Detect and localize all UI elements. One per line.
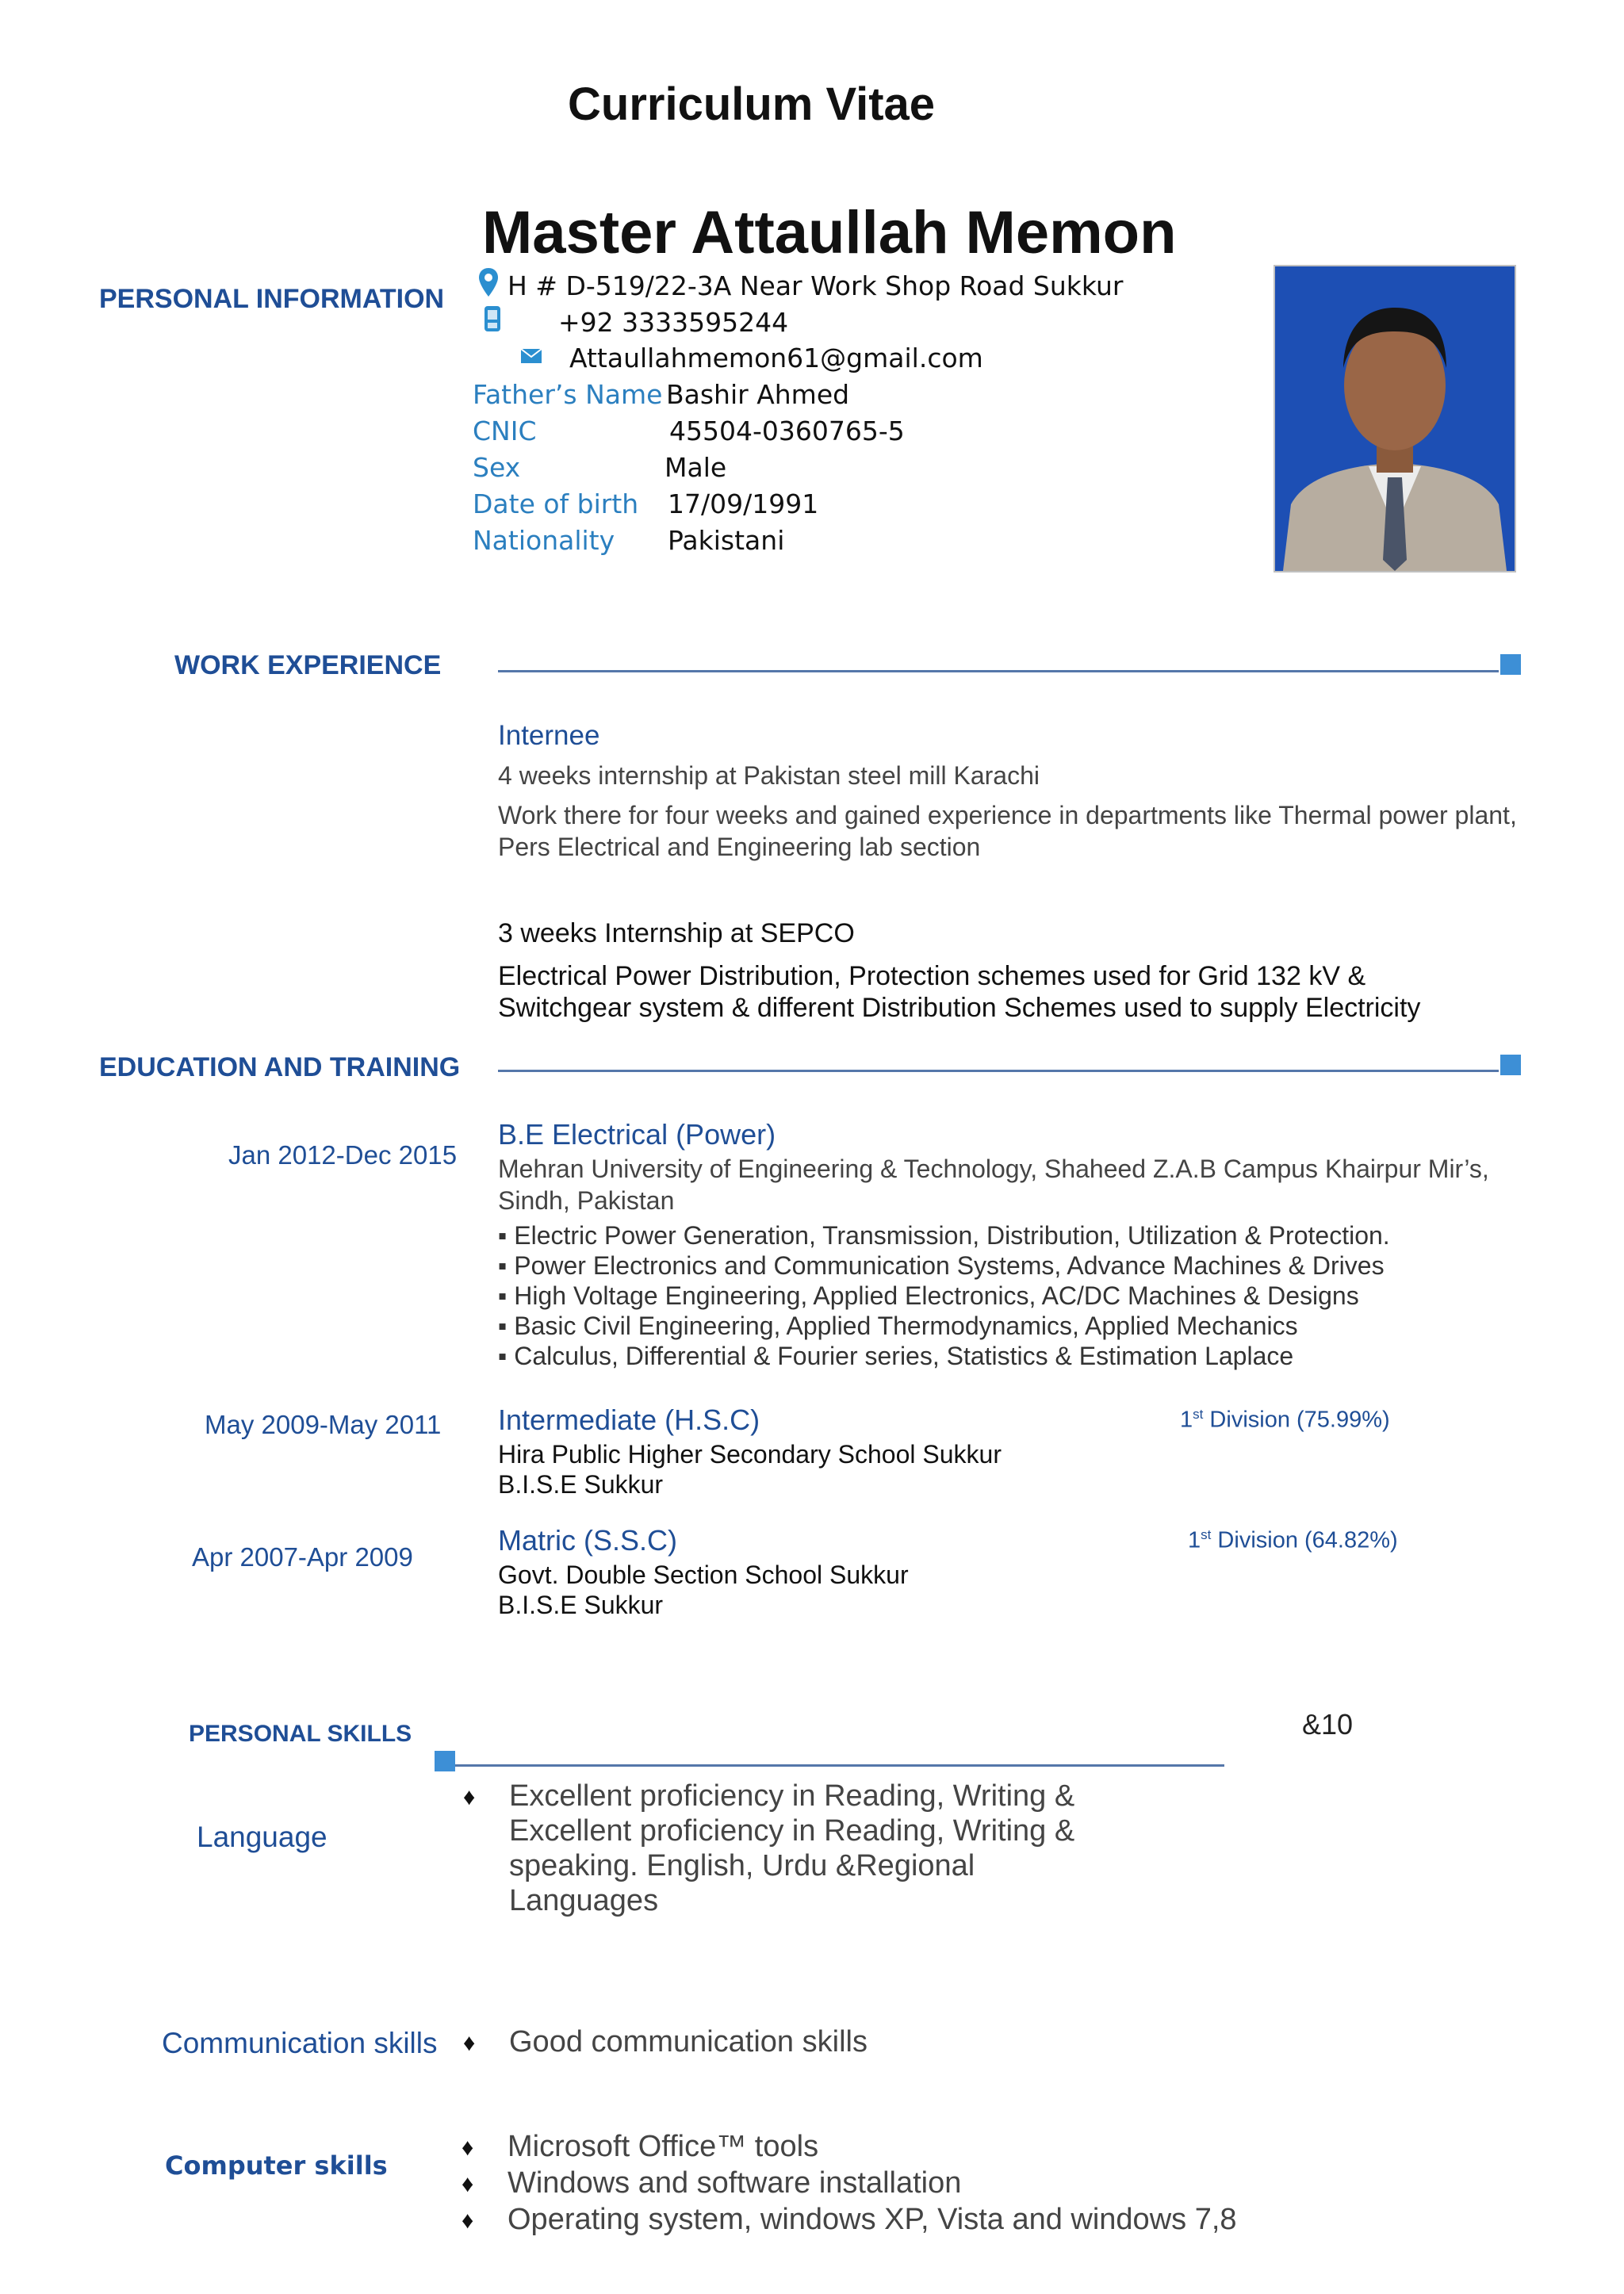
hsc-date: May 2009-May 2011 <box>205 1410 442 1439</box>
fathers-name-label: Father’s Name <box>473 379 663 410</box>
fathers-name-value: Bashir Ahmed <box>666 379 850 410</box>
language-line: Languages <box>509 1884 659 1917</box>
computer-skill-item: Windows and software installation <box>508 2166 962 2200</box>
course-item: ▪ Basic Civil Engineering, Applied Thermodynamics, Applied Mechanics <box>498 1312 1298 1340</box>
ssc-date: Apr 2007-Apr 2009 <box>192 1542 413 1572</box>
cnic-label: CNIC <box>473 416 537 446</box>
dob-value: 17/09/1991 <box>668 488 819 519</box>
section-marker <box>435 1751 455 1771</box>
language-line: speaking. English, Urdu &Regional <box>509 1849 975 1882</box>
sex-value: Male <box>665 452 727 483</box>
language-label: Language <box>197 1821 327 1853</box>
computer-skill-item: Microsoft Office™ tools <box>508 2130 819 2163</box>
location-pin-icon <box>477 266 500 298</box>
profile-photo <box>1274 265 1516 573</box>
stray-text: &10 <box>1302 1708 1354 1741</box>
section-marker <box>1500 654 1521 675</box>
course-item: ▪ High Voltage Engineering, Applied Electronics, AC/DC Machines & Designs <box>498 1281 1359 1310</box>
be-institution-line1: Mehran University of Engineering & Technology, Shaheed Z.A.B Campus Khairpur Mir’s, <box>498 1155 1489 1183</box>
language-line: Excellent proficiency in Reading, Writing & <box>509 1814 1075 1848</box>
job1-title: 4 weeks internship at Pakistan steel mill Karachi <box>498 761 1040 790</box>
computer-skill-item: Operating system, windows XP, Vista and windows 7,8 <box>508 2203 1237 2236</box>
candidate-name: Master Attaullah Memon <box>482 199 1177 266</box>
hsc-school: Hira Public Higher Secondary School Sukkur <box>498 1440 1002 1469</box>
envelope-icon <box>520 347 542 365</box>
job-role: Internee <box>498 720 600 751</box>
phone-text: +92 3333595244 <box>558 307 789 338</box>
computer-skills-label: Computer skills <box>165 2150 388 2181</box>
address-text: H # D-519/22-3A Near Work Shop Road Sukkur <box>508 270 1124 301</box>
be-title: B.E Electrical (Power) <box>498 1118 776 1151</box>
ssc-board: B.I.S.E Sukkur <box>498 1591 664 1619</box>
bullet-icon: ♦ <box>463 2030 476 2056</box>
section-divider <box>498 1070 1499 1072</box>
mobile-phone-icon <box>482 304 503 333</box>
job1-description-line1: Work there for four weeks and gained experience in departments like Thermal power plant, <box>498 801 1517 829</box>
ssc-school: Govt. Double Section School Sukkur <box>498 1561 909 1589</box>
personal-information-heading: PERSONAL INFORMATION <box>99 284 445 314</box>
section-marker <box>1500 1055 1521 1075</box>
hsc-title: Intermediate (H.S.C) <box>498 1404 760 1436</box>
bullet-icon: ♦ <box>462 2208 474 2234</box>
section-divider <box>455 1764 1224 1767</box>
bullet-icon: ♦ <box>462 2171 474 2197</box>
communication-skill-item: Good communication skills <box>509 2025 868 2058</box>
personal-skills-heading: PERSONAL SKILLS <box>189 1721 412 1747</box>
education-heading: EDUCATION AND TRAINING <box>99 1052 461 1082</box>
work-experience-heading: WORK EXPERIENCE <box>174 650 442 680</box>
job2-title: 3 weeks Internship at SEPCO <box>498 918 855 948</box>
dob-label: Date of birth <box>473 488 639 519</box>
course-item: ▪ Power Electronics and Communication Systems, Advance Machines & Drives <box>498 1251 1385 1280</box>
job2-description-line1: Electrical Power Distribution, Protection schemes used for Grid 132 kV & <box>498 961 1366 991</box>
job1-description-line2: Pers Electrical and Engineering lab section <box>498 833 981 861</box>
ssc-division: 1st Division (64.82%) <box>1188 1527 1398 1553</box>
be-institution-line2: Sindh, Pakistan <box>498 1186 675 1215</box>
course-item: ▪ Electric Power Generation, Transmission, Distribution, Utilization & Protection. <box>498 1221 1390 1250</box>
course-item: ▪ Calculus, Differential & Fourier series, Statistics & Estimation Laplace <box>498 1342 1294 1370</box>
nationality-value: Pakistani <box>668 525 785 556</box>
email-text: Attaullahmemon61@gmail.com <box>569 343 983 373</box>
ssc-title: Matric (S.S.C) <box>498 1524 678 1557</box>
nationality-label: Nationality <box>473 525 615 556</box>
bullet-icon: ♦ <box>463 1784 476 1810</box>
hsc-division: 1st Division (75.99%) <box>1180 1407 1390 1433</box>
sex-label: Sex <box>473 452 521 483</box>
be-date: Jan 2012-Dec 2015 <box>228 1140 458 1170</box>
communication-skills-label: Communication skills <box>162 2027 438 2059</box>
cnic-value: 45504-0360765-5 <box>669 416 905 446</box>
job2-description-line2: Switchgear system & different Distribution Schemes used to supply Electricity <box>498 993 1421 1023</box>
section-divider <box>498 670 1499 672</box>
document-title: Curriculum Vitae <box>568 79 936 130</box>
hsc-board: B.I.S.E Sukkur <box>498 1470 664 1499</box>
language-line: Excellent proficiency in Reading, Writing & <box>509 1779 1075 1813</box>
bullet-icon: ♦ <box>462 2135 474 2161</box>
